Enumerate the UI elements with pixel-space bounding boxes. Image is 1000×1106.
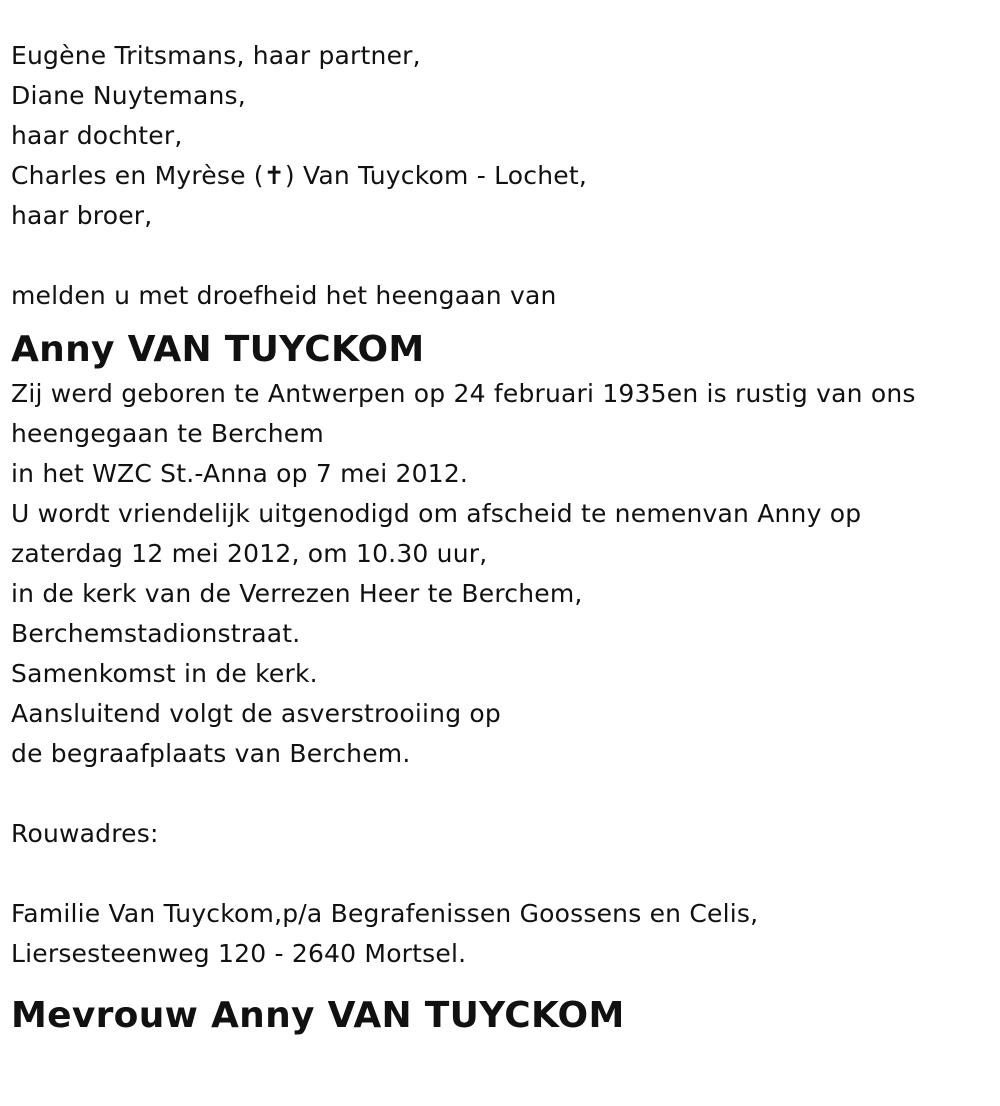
details-line: Aansluitend volgt de asverstrooiing op [11, 699, 501, 728]
details-line: Zij werd geboren te Antwerpen op 24 februari 1935en is rustig van ons [11, 379, 916, 408]
mourning-address-label: Rouwadres: [11, 819, 159, 848]
address-line: Familie Van Tuyckom,p/a Begrafenissen Goossens en Celis, [11, 899, 759, 928]
details-line: zaterdag 12 mei 2012, om 10.30 uur, [11, 539, 488, 568]
family-line: haar dochter, [11, 121, 183, 150]
address-line: Liersesteenweg 120 - 2640 Mortsel. [11, 939, 467, 968]
obituary-notice [11, 36, 991, 1040]
announcement-text: melden u met droefheid het heengaan van [11, 281, 557, 310]
details-line: Berchemstadionstraat. [11, 619, 301, 648]
family-block [11, 36, 991, 236]
family-line: Diane Nuytemans, [11, 81, 246, 110]
mourning-address-block [11, 894, 991, 974]
details-line: in de kerk van de Verrezen Heer te Berchem, [11, 579, 583, 608]
details-line: heengegaan te Berchem [11, 419, 324, 448]
details-line: U wordt vriendelijk uitgenodigd om afscheid te nemenvan Anny op [11, 499, 862, 528]
details-line: Samenkomst in de kerk. [11, 659, 318, 688]
footer-name-heading: Mevrouw Anny VAN TUYCKOM [11, 995, 625, 1036]
details-block [11, 374, 991, 774]
deceased-name-heading: Anny VAN TUYCKOM [11, 329, 425, 370]
spacer [11, 774, 991, 814]
family-line: haar broer, [11, 201, 153, 230]
spacer [11, 236, 991, 276]
details-line: in het WZC St.-Anna op 7 mei 2012. [11, 459, 469, 488]
family-line: Charles en Myrèse (✝) Van Tuyckom - Lochet, [11, 161, 587, 190]
family-line: Eugène Tritsmans, haar partner, [11, 41, 421, 70]
details-line: de begraafplaats van Berchem. [11, 739, 411, 768]
spacer [11, 854, 991, 894]
